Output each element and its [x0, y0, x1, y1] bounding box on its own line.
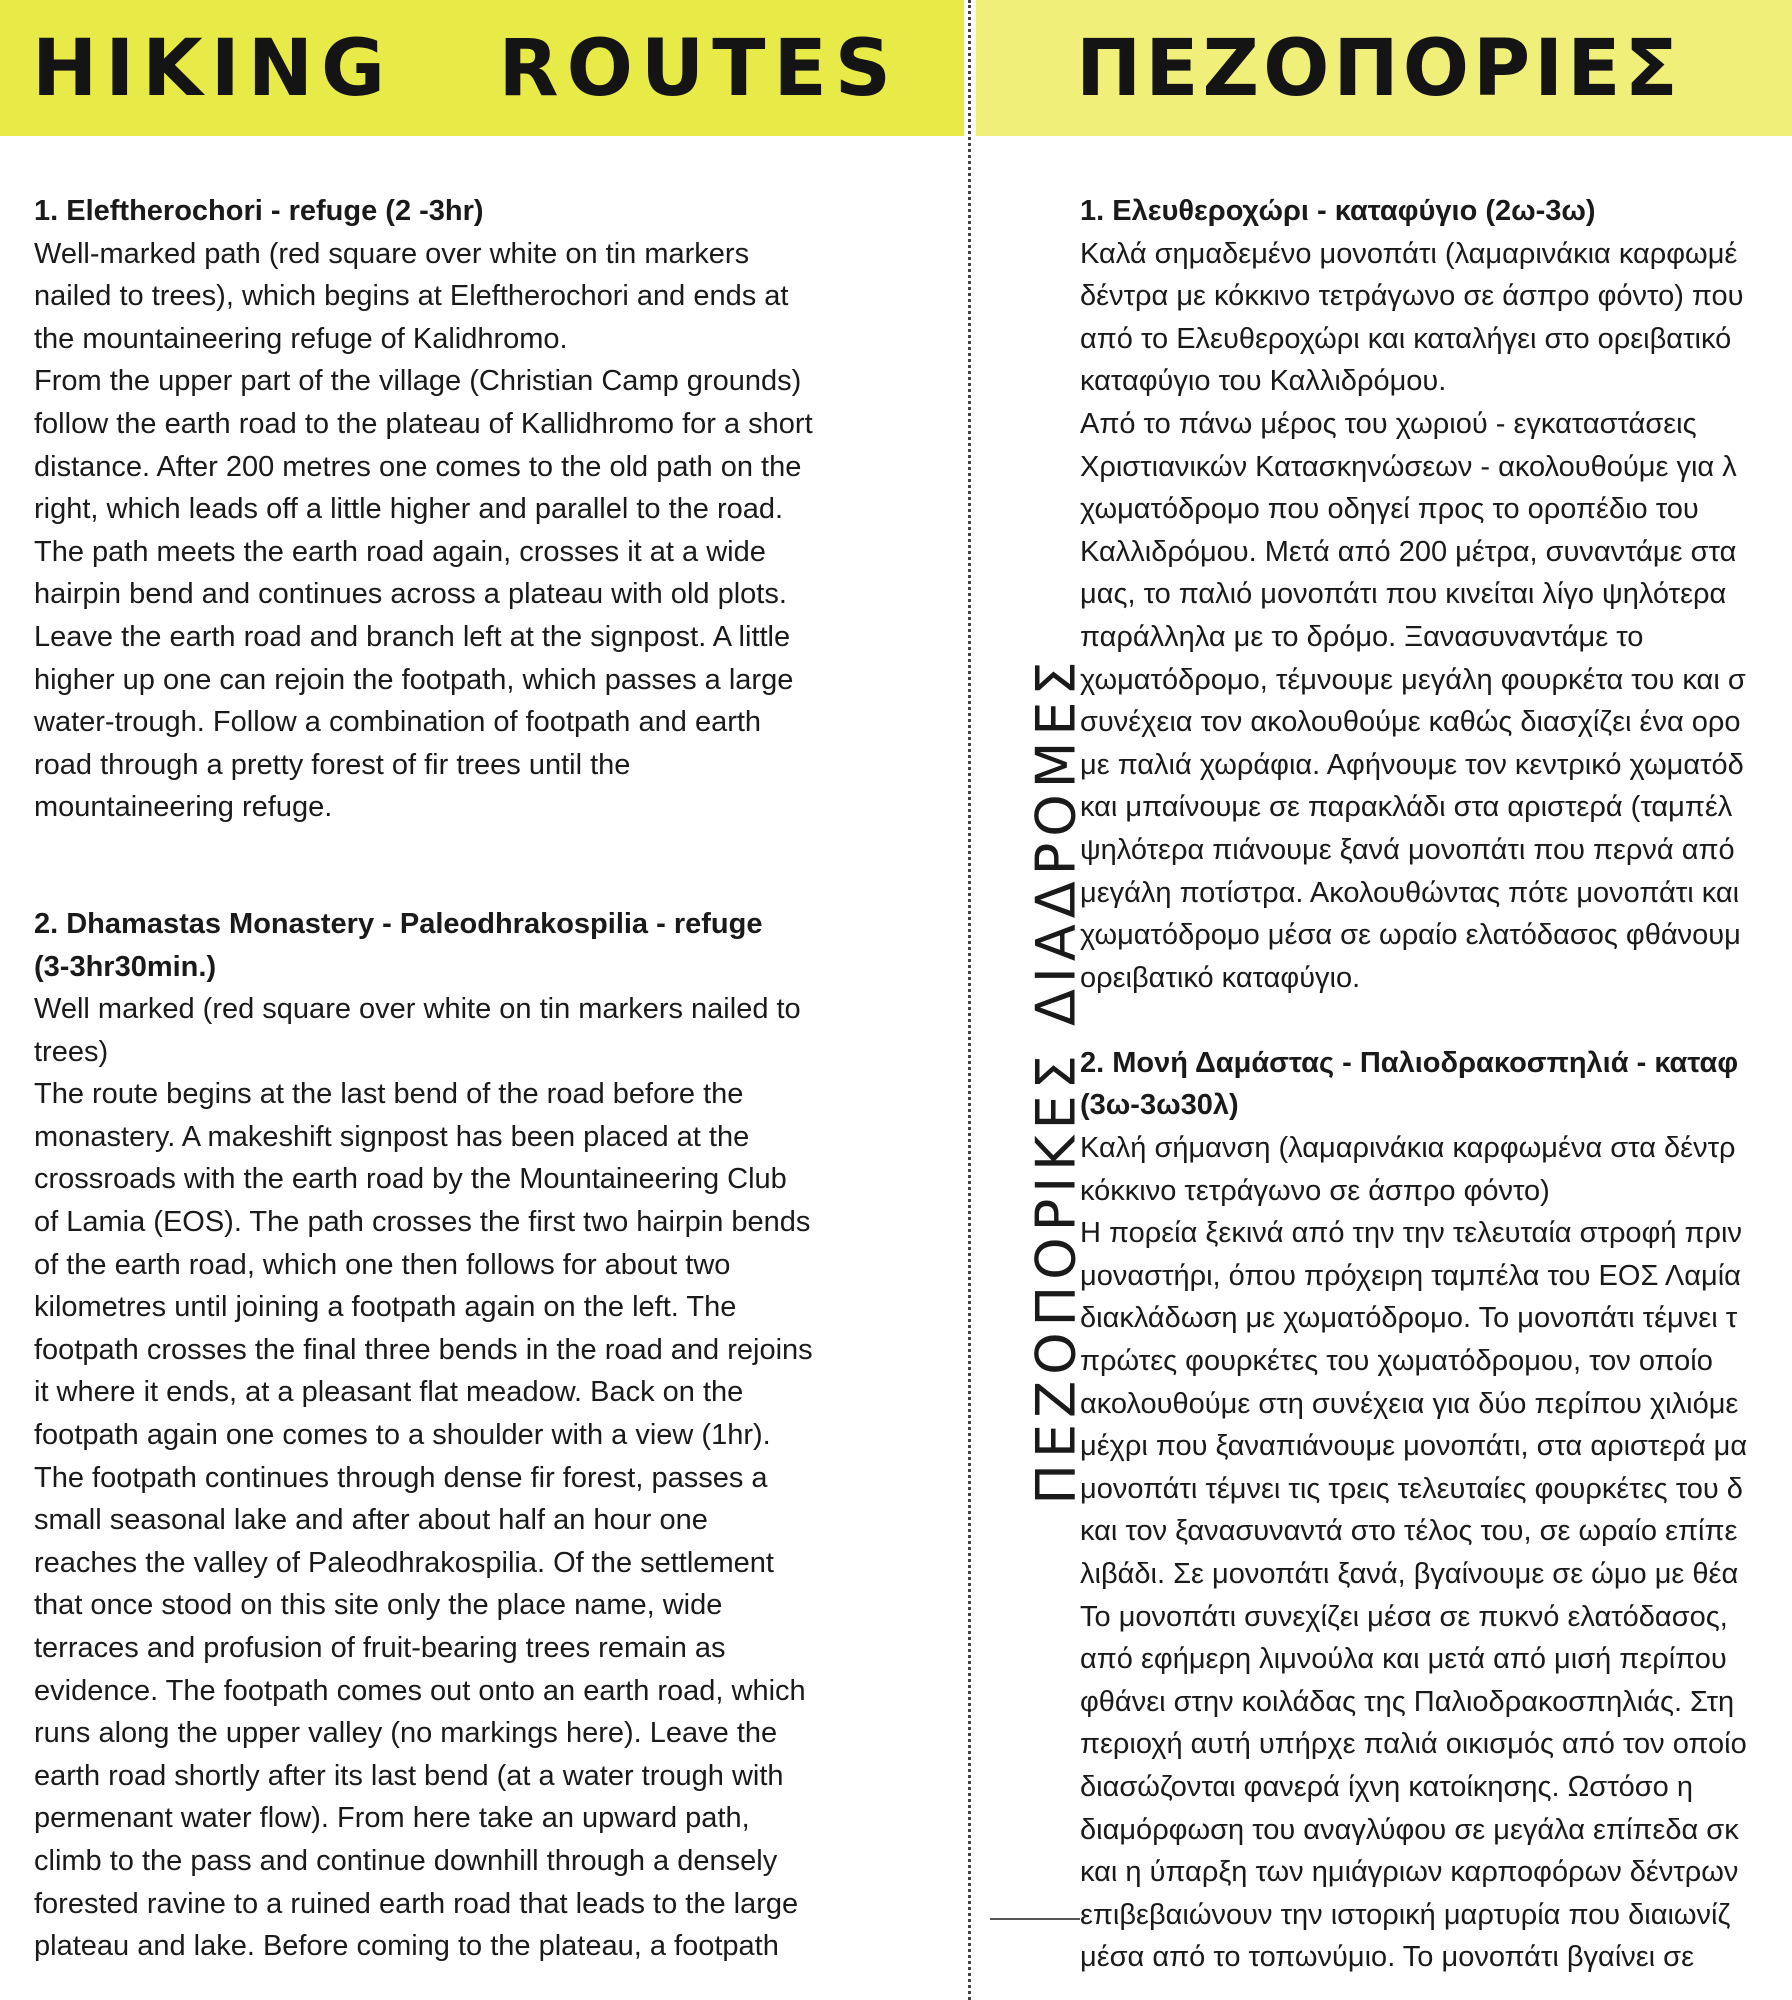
- page-fold-divider: [968, 0, 971, 2000]
- text-line: small seasonal lake and after about half an hour one: [34, 1504, 708, 1537]
- text-line: the mountaineering refuge of Kalidhromo.: [34, 322, 568, 355]
- text-line: και τον ξανασυναντά στο τέλος του, σε ωραίο επίπε: [1080, 1515, 1738, 1548]
- text-line: kilometres until joining a footpath again on the left. The: [34, 1291, 737, 1324]
- text-line: plateau and lake. Before coming to the plateau, a footpath: [34, 1930, 779, 1963]
- text-line: From the upper part of the village (Christian Camp grounds): [34, 365, 802, 398]
- text-line: μονοπάτι τέμνει τις τρεις τελευταίες φουρκέτες του δ: [1080, 1472, 1743, 1505]
- route-2-heading-duration-greek: (3ω-3ω30λ): [1080, 1089, 1239, 1122]
- text-line: footpath crosses the final three bends in the road and rejoins: [34, 1333, 813, 1366]
- text-line: καταφύγιο του Καλλιδρόμου.: [1080, 365, 1447, 398]
- text-line: και μπαίνουμε σε παρακλάδι στα αριστερά (ταμπέλ: [1080, 791, 1733, 824]
- route-2-heading: 2. Dhamastas Monastery - Paleodhrakospilia - refuge: [34, 907, 763, 940]
- english-column: [34, 190, 914, 1968]
- text-line: trees): [34, 1035, 109, 1068]
- greek-column: [1080, 190, 1792, 1979]
- text-line: distance. After 200 metres one comes to the old path on the: [34, 450, 802, 483]
- english-page-title: HIKING ROUTES: [32, 24, 899, 114]
- text-line: ψηλότερα πιάνουμε ξανά μονοπάτι που περνά από: [1080, 833, 1735, 866]
- text-line: footpath again one comes to a shoulder with a view (1hr).: [34, 1419, 771, 1452]
- text-line: permenant water flow). From here take an upward path,: [34, 1802, 750, 1835]
- text-line: earth road shortly after its last bend (at a water trough with: [34, 1759, 784, 1792]
- text-line: μοναστήρι, όπου πρόχειρη ταμπέλα του ΕΟΣ Λαμία: [1080, 1259, 1741, 1292]
- text-line: μας, το παλιό μονοπάτι που κινείται λίγο ψηλότερα: [1080, 578, 1727, 611]
- horizontal-rule: [990, 1918, 1080, 1920]
- text-line: reaches the valley of Paleodhrakospilia. Of the settlement: [34, 1546, 774, 1579]
- text-line: από εφήμερη λιμνούλα και μετά από μισή περίπου: [1080, 1643, 1727, 1676]
- text-line: περιοχή αυτή υπήρχε παλιά οικισμός από τον οποίο: [1080, 1728, 1747, 1761]
- text-line: χωματόδρομο, τέμνουμε μεγάλη φουρκέτα του και σ: [1080, 663, 1746, 696]
- text-line: διασώζονται φανερά ίχνη κατοίκησης. Ωστόσο η: [1080, 1770, 1693, 1803]
- text-line: that once stood on this site only the place name, wide: [34, 1589, 723, 1622]
- text-line: higher up one can rejoin the footpath, which passes a large: [34, 663, 794, 696]
- text-line: επιβεβαιώνουν την ιστορική μαρτυρία που διαιωνίζ: [1080, 1898, 1731, 1931]
- text-line: Η πορεία ξεκινά από την την τελευταία στροφή πριν: [1080, 1217, 1743, 1250]
- text-line: mountaineering refuge.: [34, 791, 333, 824]
- text-line: διαμόρφωση του αναγλύφου σε μεγάλα επίπεδα σκ: [1080, 1813, 1739, 1846]
- route-2-heading-greek: 2. Μονή Δαμάστας - Παλιοδρακοσπηλιά - καταφ: [1080, 1046, 1739, 1079]
- text-line: μέσα από το τοπωνύμιο. Το μονοπάτι βγαίνει σε: [1080, 1941, 1695, 1974]
- text-line: Το μονοπάτι συνεχίζει μέσα σε πυκνό ελατόδασος,: [1080, 1600, 1728, 1633]
- text-line: Well marked (red square over white on tin markers nailed to: [34, 993, 801, 1026]
- vertical-section-label: ΠΕΖΟΠΟΡΙΚΕΣ ΔΙΑΔΡΟΜΕΣ: [1024, 655, 1088, 1505]
- text-line: φθάνει στην κοιλάδας της Παλιοδρακοσπηλιάς. Στη: [1080, 1685, 1735, 1718]
- text-line: κόκκινο τετράγωνο σε άσπρο φόντο): [1080, 1174, 1550, 1207]
- text-line: evidence. The footpath comes out onto an earth road, which: [34, 1674, 806, 1707]
- text-line: Καλά σημαδεμένο μονοπάτι (λαμαρινάκια καρφωμέ: [1080, 237, 1738, 270]
- text-line: χωματόδρομο μέσα σε ωραίο ελατόδασος φθάνουμ: [1080, 919, 1741, 952]
- text-line: hairpin bend and continues across a plateau with old plots.: [34, 578, 787, 611]
- text-line: πρώτες φουρκέτες του χωματόδρομου, τον οποίο: [1080, 1345, 1713, 1378]
- text-line: forested ravine to a ruined earth road that leads to the large: [34, 1887, 799, 1920]
- text-line: μεγάλη ποτίστρα. Ακολουθώντας πότε μονοπάτι και: [1080, 876, 1740, 909]
- text-line: δέντρα με κόκκινο τετράγωνο σε άσπρο φόντο) που: [1080, 280, 1744, 313]
- route-1-description: [34, 233, 914, 829]
- text-line: παράλληλα με το δρόμο. Ξανασυναντάμε το: [1080, 620, 1644, 653]
- text-line: The footpath continues through dense fir forest, passes a: [34, 1461, 768, 1494]
- text-line: The route begins at the last bend of the road before the: [34, 1078, 744, 1111]
- text-line: χωματόδρομο που οδηγεί προς το οροπέδιο του: [1080, 493, 1699, 526]
- greek-page-title: ΠΕΖΟΠΟΡΙΕΣ: [1076, 24, 1682, 114]
- route-1-description-greek: [1080, 233, 1792, 1000]
- text-line: right, which leads off a little higher and parallel to the road.: [34, 493, 784, 526]
- route-1-heading-greek: 1. Ελευθεροχώρι - καταφύγιο (2ω-3ω): [1080, 195, 1596, 227]
- route-2-description-greek: [1080, 1127, 1792, 1979]
- text-line: Καλή σήμανση (λαμαρινάκια καρφωμένα στα δέντρ: [1080, 1132, 1736, 1165]
- text-line: of the earth road, which one then follows for about two: [34, 1248, 731, 1281]
- route-1-heading: 1. Eleftherochori - refuge (2 -3hr): [34, 195, 484, 227]
- text-line: runs along the upper valley (no markings here). Leave the: [34, 1717, 778, 1750]
- text-line: it where it ends, at a pleasant flat meadow. Back on the: [34, 1376, 744, 1409]
- text-line: climb to the pass and continue downhill through a densely: [34, 1844, 778, 1877]
- text-line: follow the earth road to the plateau of Kallidhromo for a short: [34, 407, 813, 440]
- text-line: Leave the earth road and branch left at the signpost. A little: [34, 620, 791, 653]
- text-line: συνέχεια τον ακολουθούμε καθώς διασχίζει ένα ορο: [1080, 706, 1741, 739]
- text-line: Χριστιανικών Κατασκηνώσεων - ακολουθούμε για λ: [1080, 450, 1737, 483]
- text-line: Από το πάνω μέρος του χωριού - εγκαταστάσεις: [1080, 407, 1697, 440]
- text-line: από το Ελευθεροχώρι και καταλήγει στο ορειβατικό: [1080, 322, 1732, 355]
- text-line: crossroads with the earth road by the Mountaineering Club: [34, 1163, 787, 1196]
- text-line: The path meets the earth road again, crosses it at a wide: [34, 535, 766, 568]
- route-2-heading-duration: (3-3hr30min.): [34, 950, 217, 983]
- text-line: Καλλιδρόμου. Μετά από 200 μέτρα, συναντάμε στα: [1080, 535, 1737, 568]
- text-line: Well-marked path (red square over white on tin markers: [34, 237, 750, 270]
- text-line: ορειβατικό καταφύγιο.: [1080, 961, 1361, 994]
- text-line: terraces and profusion of fruit-bearing trees remain as: [34, 1632, 726, 1664]
- text-line: water-trough. Follow a combination of footpath and earth: [34, 706, 762, 739]
- text-line: με παλιά χωράφια. Αφήνουμε τον κεντρικό χωματόδ: [1080, 748, 1744, 781]
- text-line: of Lamia (EOS). The path crosses the first two hairpin bends: [34, 1206, 811, 1239]
- text-line: monastery. A makeshift signpost has been placed at the: [34, 1120, 750, 1153]
- text-line: road through a pretty forest of fir trees until the: [34, 748, 631, 781]
- text-line: ακολουθούμε στη συνέχεια για δύο περίπου χιλιόμε: [1080, 1387, 1739, 1420]
- text-line: λιβάδι. Σε μονοπάτι ξανά, βγαίνουμε σε ώμο με θέα: [1080, 1558, 1739, 1590]
- route-2-description: [34, 988, 914, 1968]
- text-line: διακλάδωση με χωματόδρομο. Το μονοπάτι τέμνει τ: [1080, 1302, 1738, 1335]
- text-line: και η ύπαρξη των ημιάγριων καρποφόρων δέντρων: [1080, 1856, 1739, 1889]
- text-line: nailed to trees), which begins at Eleftherochori and ends at: [34, 280, 789, 313]
- text-line: μέχρι που ξαναπιάνουμε μονοπάτι, στα αριστερά μα: [1080, 1430, 1748, 1463]
